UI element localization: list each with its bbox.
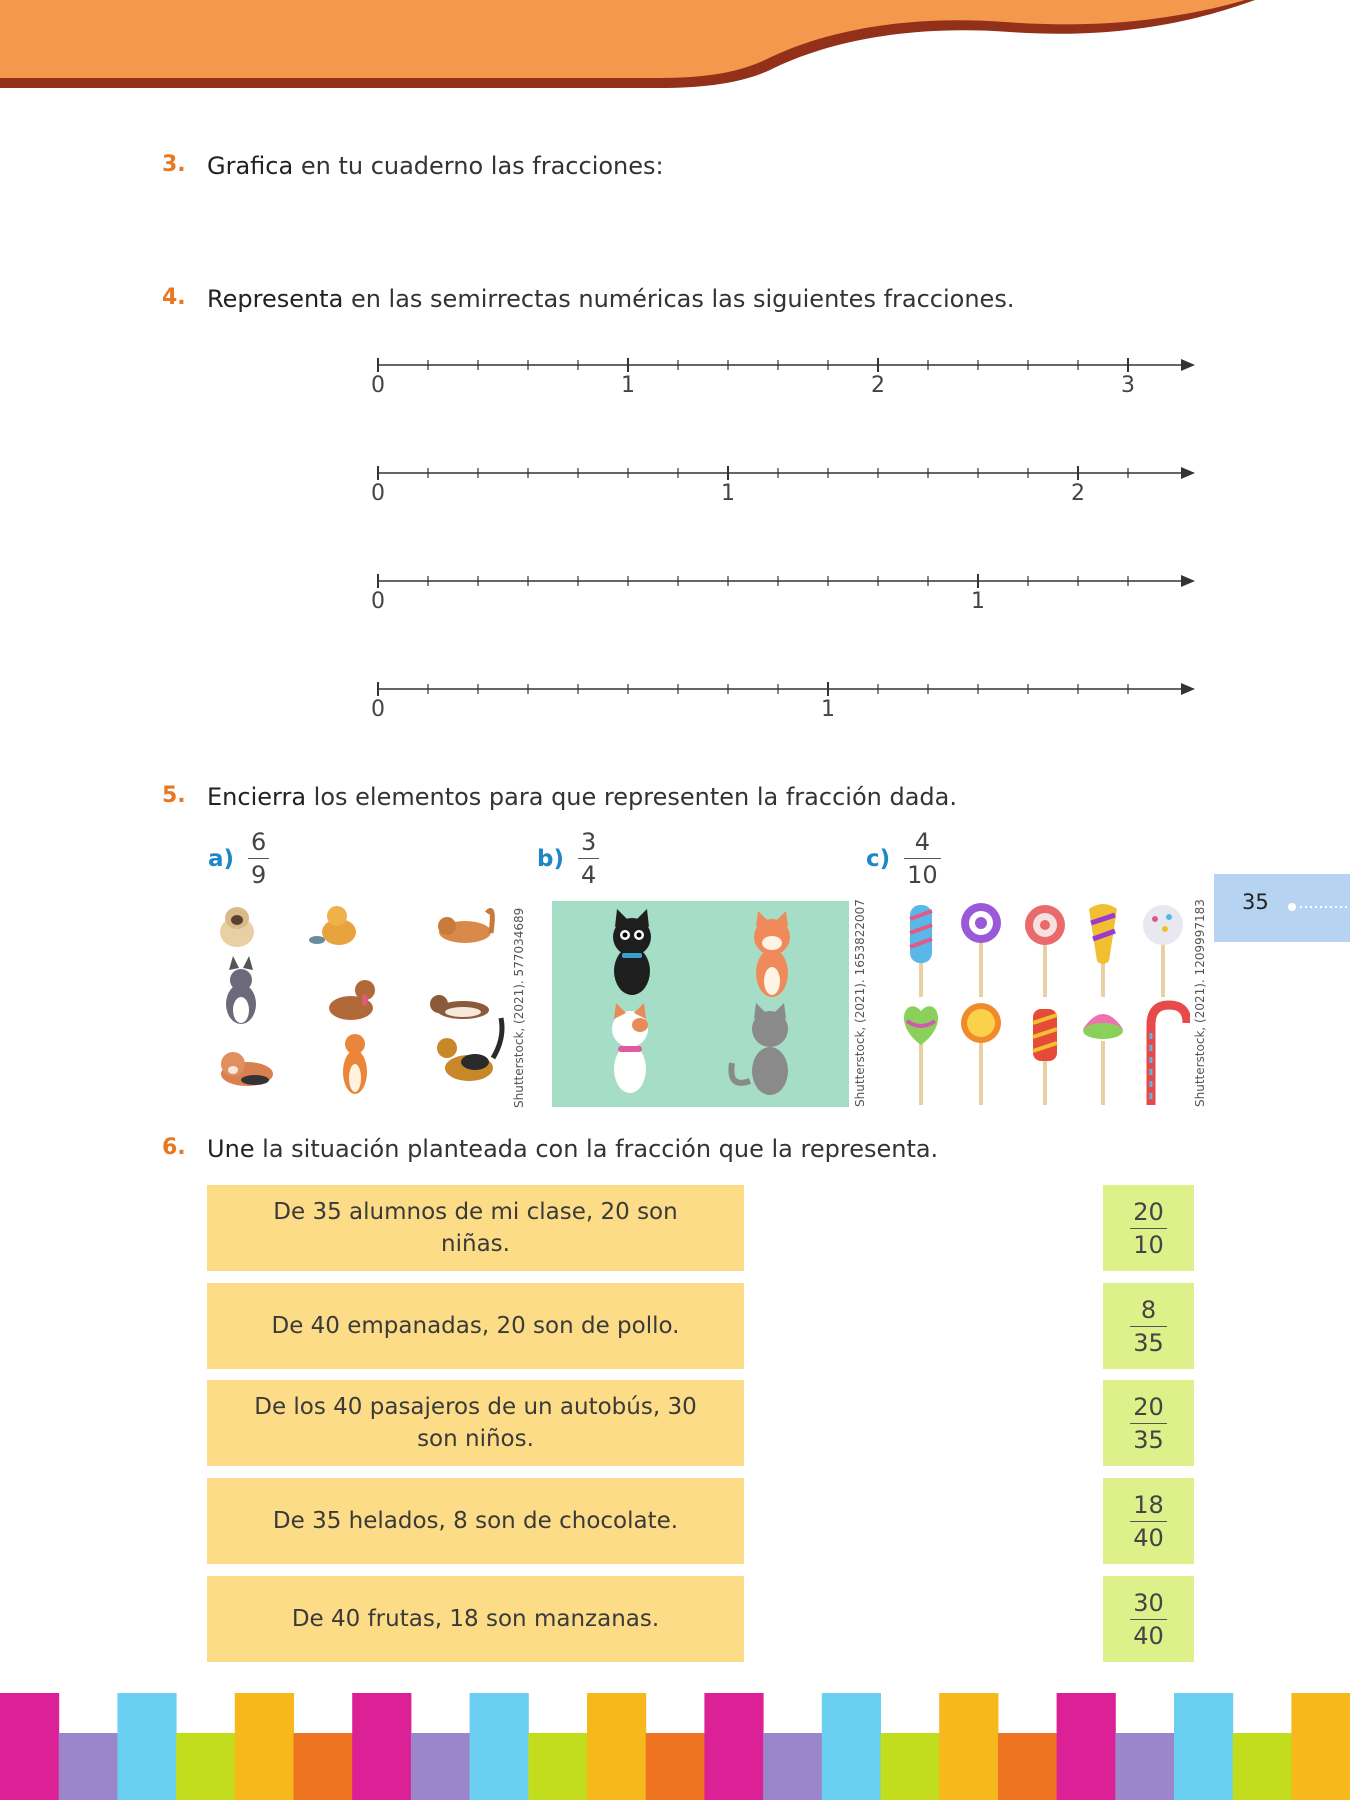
color-stripe <box>1291 1693 1350 1800</box>
situation-box[interactable] <box>207 1478 744 1564</box>
color-stripe <box>646 1733 705 1800</box>
lollipop-icon <box>904 1006 938 1105</box>
instruction-verb: Encierra <box>207 783 307 811</box>
number-line <box>0 453 1350 513</box>
arrow-head-icon <box>1181 683 1195 695</box>
color-stripe <box>294 1733 353 1800</box>
fraction-box[interactable] <box>1103 1380 1194 1466</box>
dog-icon <box>437 1018 502 1081</box>
instruction-text: los elementos para que representen la fracción dada. <box>306 783 957 811</box>
exercise-5b <box>537 826 599 891</box>
situation-box[interactable] <box>207 1283 744 1369</box>
page-number: 35 <box>1242 890 1269 914</box>
lollipop-icon <box>1089 904 1117 997</box>
fraction <box>578 826 599 891</box>
dog-icon <box>221 1052 273 1086</box>
dog-icon <box>430 995 489 1019</box>
color-stripe <box>822 1693 881 1800</box>
fraction-box[interactable] <box>1103 1576 1194 1662</box>
color-stripe <box>704 1693 763 1800</box>
denominator: 10 <box>1130 1228 1167 1261</box>
exercise-5a <box>208 826 269 891</box>
dog-icon <box>309 906 356 945</box>
situation-text: De 40 empanadas, 20 son de pollo. <box>271 1313 680 1339</box>
fraction <box>248 826 269 891</box>
situation-box[interactable] <box>207 1576 744 1662</box>
exercise-4-title <box>162 285 186 310</box>
fraction <box>1130 1489 1167 1554</box>
color-stripe <box>59 1733 118 1800</box>
instruction-text: en tu cuaderno las fracciones: <box>293 152 664 180</box>
color-stripe <box>352 1693 411 1800</box>
item-label: a) <box>208 845 235 872</box>
dog-icon <box>329 980 375 1020</box>
tick-label: 1 <box>621 373 635 398</box>
exercise-3-title <box>162 152 186 177</box>
item-label: b) <box>537 845 564 872</box>
color-stripe <box>587 1693 646 1800</box>
header-banner <box>0 0 1350 100</box>
dog-icon <box>226 956 256 1024</box>
denominator: 40 <box>1130 1619 1167 1652</box>
arrow-head-icon <box>1181 359 1195 371</box>
tick-label: 3 <box>1121 373 1135 398</box>
lollipop-icon <box>1083 1014 1123 1105</box>
lollipop-icon <box>961 903 1001 997</box>
fraction <box>1130 1391 1167 1456</box>
tick-label: 1 <box>971 589 985 614</box>
color-stripe <box>235 1693 294 1800</box>
lollipop-icon <box>1151 1005 1187 1105</box>
exercise-number: 4. <box>162 285 186 310</box>
fraction <box>1130 1196 1167 1261</box>
lollipop-icon <box>1143 905 1183 997</box>
color-stripe <box>176 1733 235 1800</box>
denominator: 9 <box>248 858 269 891</box>
color-stripe <box>117 1693 176 1800</box>
exercise-number: 5. <box>162 783 186 808</box>
number-line <box>0 345 1350 405</box>
number-line <box>0 561 1350 621</box>
exercise-5c <box>866 826 941 891</box>
fraction-box[interactable] <box>1103 1478 1194 1564</box>
tick-label: 0 <box>371 589 385 614</box>
numerator: 18 <box>1133 1490 1164 1519</box>
number-line <box>0 669 1350 729</box>
color-stripe <box>0 1693 59 1800</box>
color-stripe <box>1115 1733 1174 1800</box>
lollipop-icon <box>961 1003 1001 1105</box>
exercise-5-title <box>162 783 186 808</box>
denominator: 10 <box>904 858 941 891</box>
exercise-5-instruction <box>207 783 957 811</box>
lollipops-illustration <box>893 899 1190 1107</box>
color-stripe <box>470 1693 529 1800</box>
dog-icon <box>220 907 254 947</box>
numerator: 3 <box>580 828 597 856</box>
tick-label: 0 <box>371 697 385 722</box>
instruction-text: la situación planteada con la fracción que la representa. <box>254 1135 939 1163</box>
instruction-text: en las semirrectas numéricas las siguientes fracciones. <box>343 285 1015 313</box>
numerator: 8 <box>1140 1295 1157 1324</box>
image-credit: Shutterstock, (2021). 1209997183 <box>1193 899 1207 1107</box>
dog-icon <box>343 1034 367 1094</box>
instruction-verb: Grafica <box>207 152 294 180</box>
numerator: 6 <box>251 828 267 856</box>
color-stripe <box>1233 1733 1292 1800</box>
situation-box[interactable] <box>207 1185 744 1271</box>
color-stripe <box>411 1733 470 1800</box>
cats-illustration <box>552 901 849 1107</box>
tick-label: 1 <box>821 697 835 722</box>
arrow-head-icon <box>1181 467 1195 479</box>
exercise-number: 3. <box>162 152 186 177</box>
dog-icon <box>438 911 492 944</box>
exercise-6-title <box>162 1135 186 1160</box>
bottom-stripes-decoration <box>0 1693 1350 1800</box>
numerator: 20 <box>1133 1392 1164 1421</box>
instruction-verb: Representa <box>207 285 344 313</box>
fraction <box>1130 1294 1167 1359</box>
instruction-verb: Une <box>207 1135 255 1163</box>
situation-box[interactable] <box>207 1380 744 1466</box>
image-credit: Shutterstock, (2021). 1653822007 <box>853 899 867 1107</box>
image-credit: Shutterstock, (2021). 577034689 <box>512 907 526 1108</box>
exercise-3-instruction <box>207 152 664 180</box>
tick-label: 0 <box>371 373 385 398</box>
exercise-6-instruction <box>207 1135 938 1163</box>
situation-text: De 35 helados, 8 son de chocolate. <box>272 1508 679 1534</box>
dotted-line-decoration <box>1288 902 1350 912</box>
fraction <box>1130 1587 1167 1652</box>
fraction-box[interactable] <box>1103 1185 1194 1271</box>
color-stripe <box>1057 1693 1116 1800</box>
situation-text: De 35 alumnos de mi clase, 20 son niñas. <box>273 1199 678 1257</box>
color-stripe <box>881 1733 940 1800</box>
tick-label: 2 <box>871 373 885 398</box>
exercise-4-instruction <box>207 285 1014 313</box>
denominator: 40 <box>1130 1521 1167 1554</box>
tick-label: 1 <box>721 481 735 506</box>
lollipop-icon <box>910 905 932 997</box>
numerator: 30 <box>1133 1588 1164 1617</box>
denominator: 35 <box>1130 1326 1167 1359</box>
item-label: c) <box>866 845 891 872</box>
dogs-illustration <box>207 898 507 1108</box>
situation-text: De 40 frutas, 18 son manzanas. <box>291 1606 660 1632</box>
color-stripe <box>528 1733 587 1800</box>
arrow-head-icon <box>1181 575 1195 587</box>
fraction-box[interactable] <box>1103 1283 1194 1369</box>
denominator: 4 <box>578 858 599 891</box>
color-stripe <box>763 1733 822 1800</box>
situation-text: De los 40 pasajeros de un autobús, 30 son niños. <box>254 1394 697 1452</box>
lollipop-icon <box>1025 905 1065 997</box>
fraction <box>904 826 941 891</box>
lollipop-icon <box>1033 1009 1057 1105</box>
exercise-number: 6. <box>162 1135 186 1160</box>
color-stripe <box>1174 1693 1233 1800</box>
color-stripe <box>939 1693 998 1800</box>
tick-label: 0 <box>371 481 385 506</box>
denominator: 35 <box>1130 1423 1167 1456</box>
numerator: 4 <box>914 828 931 856</box>
tick-label: 2 <box>1071 481 1085 506</box>
color-stripe <box>998 1733 1057 1800</box>
numerator: 20 <box>1133 1197 1164 1226</box>
